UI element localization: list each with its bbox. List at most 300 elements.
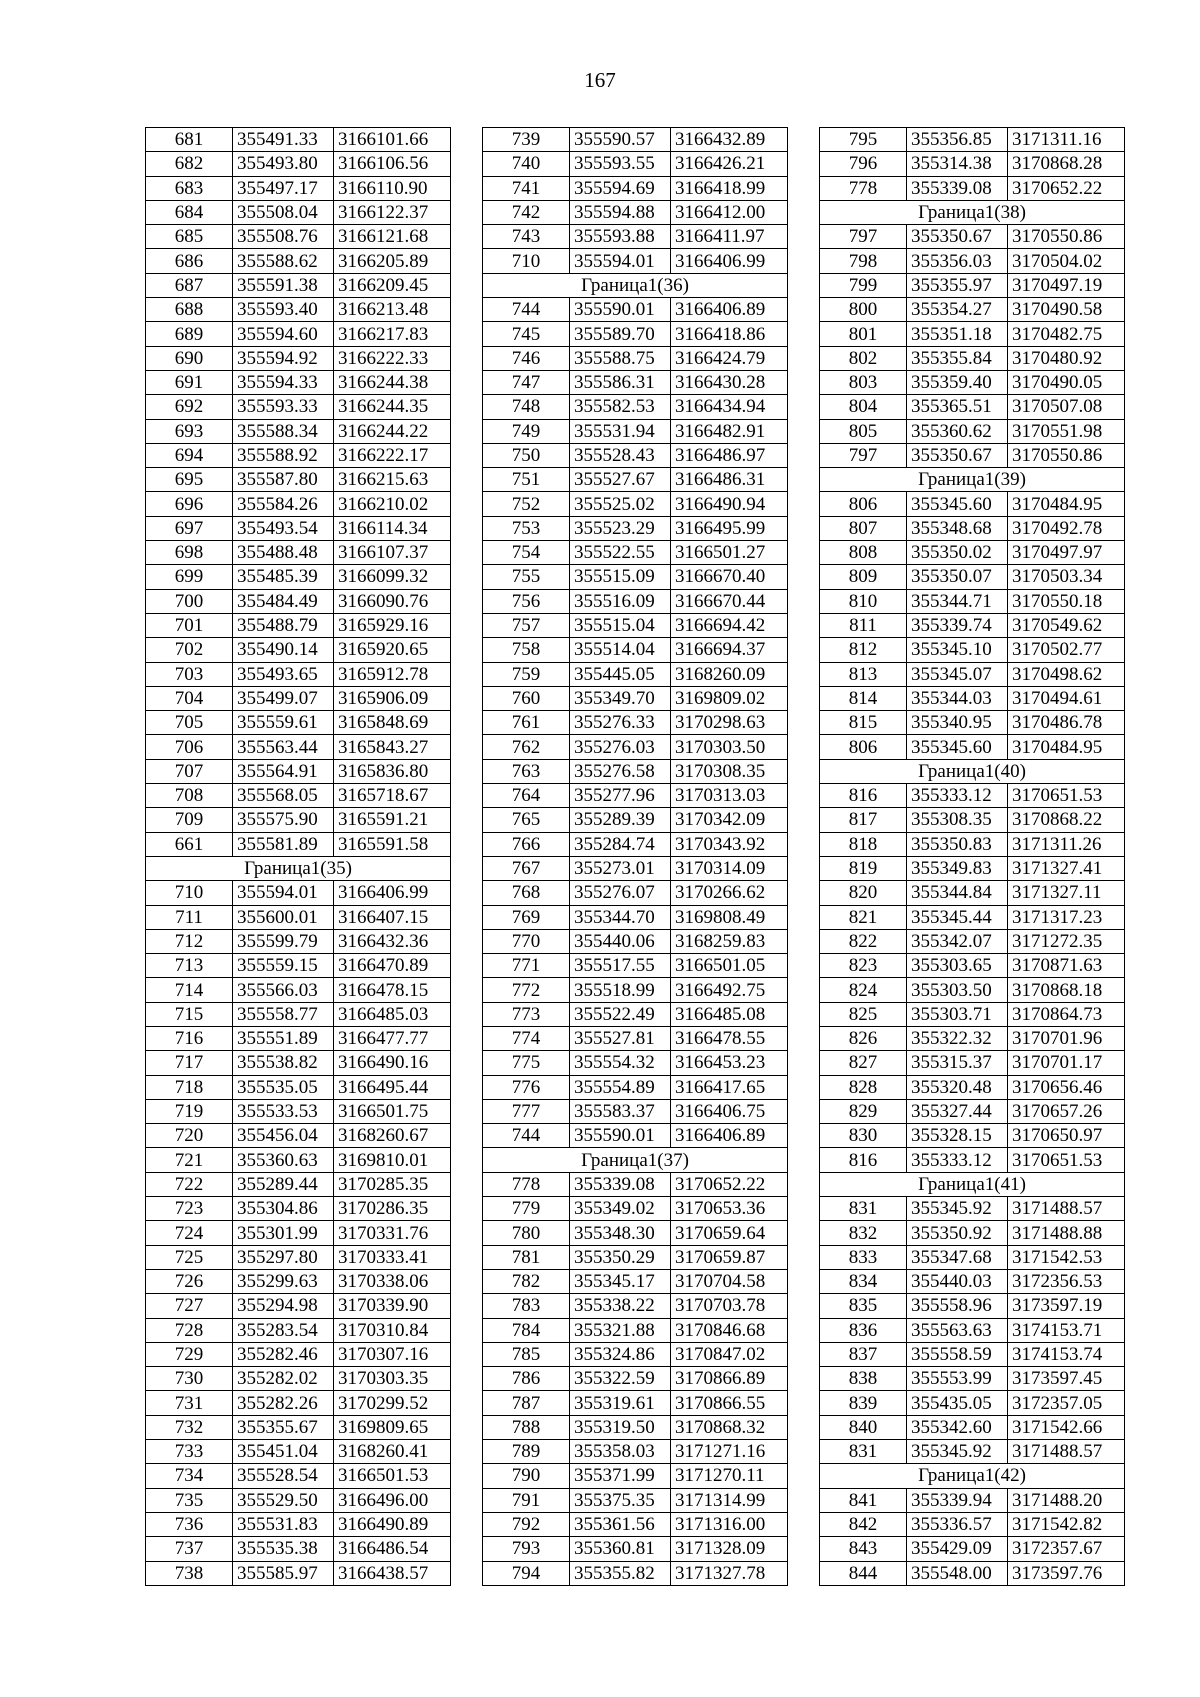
point-number-cell: 773 (483, 1002, 570, 1026)
y-coordinate-cell: 3170313.03 (671, 784, 788, 808)
point-number-cell: 821 (820, 905, 907, 929)
point-number-cell: 835 (820, 1294, 907, 1318)
point-number-cell: 820 (820, 881, 907, 905)
point-number-cell: 762 (483, 735, 570, 759)
y-coordinate-cell: 3170651.53 (1008, 784, 1125, 808)
x-coordinate-cell: 355297.80 (233, 1245, 334, 1269)
y-coordinate-cell: 3170551.98 (1008, 419, 1125, 443)
x-coordinate-cell: 355515.09 (570, 565, 671, 589)
x-coordinate-cell: 355344.03 (907, 686, 1008, 710)
point-number-cell: 684 (146, 200, 233, 224)
y-coordinate-cell: 3166205.89 (334, 249, 451, 273)
x-coordinate-cell: 355518.99 (570, 978, 671, 1002)
point-number-cell: 701 (146, 613, 233, 637)
point-number-cell: 759 (483, 662, 570, 686)
y-coordinate-cell: 3166244.35 (334, 395, 451, 419)
table-row (483, 832, 788, 856)
table-row (146, 1512, 451, 1536)
table-row (146, 662, 451, 686)
x-coordinate-cell: 355276.58 (570, 759, 671, 783)
point-number-cell: 725 (146, 1245, 233, 1269)
y-coordinate-cell: 3171327.78 (671, 1561, 788, 1585)
point-number-cell: 816 (820, 784, 907, 808)
x-coordinate-cell: 355456.04 (233, 1124, 334, 1148)
table-row (146, 1197, 451, 1221)
x-coordinate-cell: 355591.38 (233, 273, 334, 297)
y-coordinate-cell: 3166121.68 (334, 225, 451, 249)
table-row (483, 1342, 788, 1366)
point-number-cell: 713 (146, 954, 233, 978)
y-coordinate-cell: 3166478.55 (671, 1026, 788, 1050)
table-row (146, 1245, 451, 1269)
point-number-cell: 791 (483, 1488, 570, 1512)
x-coordinate-cell: 355333.12 (907, 1148, 1008, 1172)
y-coordinate-cell: 3166495.99 (671, 516, 788, 540)
y-coordinate-cell: 3166406.99 (671, 249, 788, 273)
x-coordinate-cell: 355588.75 (570, 346, 671, 370)
y-coordinate-cell: 3165848.69 (334, 711, 451, 735)
point-number-cell: 688 (146, 298, 233, 322)
y-coordinate-cell: 3169810.01 (334, 1148, 451, 1172)
table-row (820, 978, 1125, 1002)
y-coordinate-cell: 3166432.89 (671, 128, 788, 152)
y-coordinate-cell: 3166478.15 (334, 978, 451, 1002)
y-coordinate-cell: 3170659.87 (671, 1245, 788, 1269)
y-coordinate-cell: 3170331.76 (334, 1221, 451, 1245)
table-row (483, 1561, 788, 1585)
x-coordinate-cell: 355508.04 (233, 200, 334, 224)
table-row (146, 200, 451, 224)
table-row (146, 1269, 451, 1293)
table-row (820, 370, 1125, 394)
table-row (483, 1512, 788, 1536)
table-row (820, 1269, 1125, 1293)
table-row (146, 128, 451, 152)
table-row (483, 662, 788, 686)
x-coordinate-cell: 355575.90 (233, 808, 334, 832)
x-coordinate-cell: 355350.67 (907, 225, 1008, 249)
y-coordinate-cell: 3170484.95 (1008, 735, 1125, 759)
y-coordinate-cell: 3170343.92 (671, 832, 788, 856)
y-coordinate-cell: 3165718.67 (334, 784, 451, 808)
x-coordinate-cell: 355354.27 (907, 298, 1008, 322)
table-row (146, 1537, 451, 1561)
x-coordinate-cell: 355348.68 (907, 516, 1008, 540)
point-number-cell: 806 (820, 735, 907, 759)
y-coordinate-cell: 3166099.32 (334, 565, 451, 589)
point-number-cell: 711 (146, 905, 233, 929)
section-title: Граница1(35) (146, 856, 451, 880)
point-number-cell: 804 (820, 395, 907, 419)
point-number-cell: 802 (820, 346, 907, 370)
y-coordinate-cell: 3170871.63 (1008, 954, 1125, 978)
table-row (146, 249, 451, 273)
x-coordinate-cell: 355336.57 (907, 1512, 1008, 1536)
x-coordinate-cell: 355350.83 (907, 832, 1008, 856)
table-row (483, 1051, 788, 1075)
section-title: Граница1(39) (820, 468, 1125, 492)
table-row (820, 711, 1125, 735)
point-number-cell: 797 (820, 225, 907, 249)
x-coordinate-cell: 355319.61 (570, 1391, 671, 1415)
x-coordinate-cell: 355303.65 (907, 954, 1008, 978)
table-row (483, 1197, 788, 1221)
point-number-cell: 715 (146, 1002, 233, 1026)
point-number-cell: 818 (820, 832, 907, 856)
table-row (146, 735, 451, 759)
point-number-cell: 832 (820, 1221, 907, 1245)
y-coordinate-cell: 3170314.09 (671, 856, 788, 880)
table-row (820, 929, 1125, 953)
x-coordinate-cell: 355490.14 (233, 638, 334, 662)
table-row (483, 419, 788, 443)
x-coordinate-cell: 355350.02 (907, 541, 1008, 565)
y-coordinate-cell: 3166470.89 (334, 954, 451, 978)
y-coordinate-cell: 3165929.16 (334, 613, 451, 637)
point-number-cell: 740 (483, 152, 570, 176)
table-row (820, 1099, 1125, 1123)
table-row (483, 1099, 788, 1123)
y-coordinate-cell: 3166406.99 (334, 881, 451, 905)
point-number-cell: 763 (483, 759, 570, 783)
point-number-cell: 699 (146, 565, 233, 589)
point-number-cell: 834 (820, 1269, 907, 1293)
y-coordinate-cell: 3165843.27 (334, 735, 451, 759)
y-coordinate-cell: 3170846.68 (671, 1318, 788, 1342)
y-coordinate-cell: 3166492.75 (671, 978, 788, 1002)
x-coordinate-cell: 355485.39 (233, 565, 334, 589)
point-number-cell: 758 (483, 638, 570, 662)
x-coordinate-cell: 355551.89 (233, 1026, 334, 1050)
y-coordinate-cell: 3166501.05 (671, 954, 788, 978)
point-number-cell: 686 (146, 249, 233, 273)
point-number-cell: 719 (146, 1099, 233, 1123)
y-coordinate-cell: 3170342.09 (671, 808, 788, 832)
table-row (820, 1318, 1125, 1342)
point-number-cell: 723 (146, 1197, 233, 1221)
section-header-row (820, 759, 1125, 783)
table-row (820, 1367, 1125, 1391)
table-row (146, 273, 451, 297)
y-coordinate-cell: 3170502.77 (1008, 638, 1125, 662)
x-coordinate-cell: 355348.30 (570, 1221, 671, 1245)
x-coordinate-cell: 355559.15 (233, 954, 334, 978)
y-coordinate-cell: 3170298.63 (671, 711, 788, 735)
x-coordinate-cell: 355594.88 (570, 200, 671, 224)
table-row (820, 1391, 1125, 1415)
point-number-cell: 788 (483, 1415, 570, 1439)
y-coordinate-cell: 3166222.17 (334, 443, 451, 467)
point-number-cell: 731 (146, 1391, 233, 1415)
y-coordinate-cell: 3166501.75 (334, 1099, 451, 1123)
point-number-cell: 750 (483, 443, 570, 467)
point-number-cell: 681 (146, 128, 233, 152)
point-number-cell: 838 (820, 1367, 907, 1391)
point-number-cell: 698 (146, 541, 233, 565)
point-number-cell: 735 (146, 1488, 233, 1512)
point-number-cell: 761 (483, 711, 570, 735)
x-coordinate-cell: 355277.96 (570, 784, 671, 808)
table-row (820, 832, 1125, 856)
x-coordinate-cell: 355350.67 (907, 443, 1008, 467)
point-number-cell: 771 (483, 954, 570, 978)
point-number-cell: 712 (146, 929, 233, 953)
table-row (483, 711, 788, 735)
x-coordinate-cell: 355566.03 (233, 978, 334, 1002)
y-coordinate-cell: 3166209.45 (334, 273, 451, 297)
x-coordinate-cell: 355484.49 (233, 589, 334, 613)
point-number-cell: 786 (483, 1367, 570, 1391)
table-row (146, 759, 451, 783)
x-coordinate-cell: 355303.71 (907, 1002, 1008, 1026)
point-number-cell: 690 (146, 346, 233, 370)
point-number-cell: 695 (146, 468, 233, 492)
y-coordinate-cell: 3166215.63 (334, 468, 451, 492)
point-number-cell: 728 (146, 1318, 233, 1342)
x-coordinate-cell: 355488.79 (233, 613, 334, 637)
table-row (146, 1561, 451, 1585)
table-row (146, 589, 451, 613)
table-row (146, 346, 451, 370)
point-number-cell: 799 (820, 273, 907, 297)
table-row (483, 1294, 788, 1318)
point-number-cell: 718 (146, 1075, 233, 1099)
point-number-cell: 828 (820, 1075, 907, 1099)
y-coordinate-cell: 3170704.58 (671, 1269, 788, 1293)
table-row (820, 1440, 1125, 1464)
x-coordinate-cell: 355588.62 (233, 249, 334, 273)
point-number-cell: 796 (820, 152, 907, 176)
x-coordinate-cell: 355599.79 (233, 929, 334, 953)
table-row (483, 468, 788, 492)
table-row (146, 1318, 451, 1342)
x-coordinate-cell: 355304.86 (233, 1197, 334, 1221)
point-number-cell: 739 (483, 128, 570, 152)
point-number-cell: 779 (483, 1197, 570, 1221)
y-coordinate-cell: 3170286.35 (334, 1197, 451, 1221)
y-coordinate-cell: 3170308.35 (671, 759, 788, 783)
point-number-cell: 809 (820, 565, 907, 589)
y-coordinate-cell: 3166106.56 (334, 152, 451, 176)
point-number-cell: 801 (820, 322, 907, 346)
x-coordinate-cell: 355371.99 (570, 1464, 671, 1488)
x-coordinate-cell: 355586.31 (570, 370, 671, 394)
point-number-cell: 710 (483, 249, 570, 273)
x-coordinate-cell: 355493.80 (233, 152, 334, 176)
y-coordinate-cell: 3166694.42 (671, 613, 788, 637)
point-number-cell: 685 (146, 225, 233, 249)
table-row (483, 1002, 788, 1026)
x-coordinate-cell: 355361.56 (570, 1512, 671, 1536)
x-coordinate-cell: 355589.70 (570, 322, 671, 346)
table-row (820, 589, 1125, 613)
y-coordinate-cell: 3172357.67 (1008, 1537, 1125, 1561)
table-row (483, 954, 788, 978)
table-row (483, 395, 788, 419)
table-row (146, 1391, 451, 1415)
point-number-cell: 789 (483, 1440, 570, 1464)
x-coordinate-cell: 355435.05 (907, 1391, 1008, 1415)
x-coordinate-cell: 355585.97 (233, 1561, 334, 1585)
section-header-row (820, 200, 1125, 224)
y-coordinate-cell: 3166244.22 (334, 419, 451, 443)
table-row (820, 1051, 1125, 1075)
section-title: Граница1(36) (483, 273, 788, 297)
x-coordinate-cell: 355282.46 (233, 1342, 334, 1366)
point-number-cell: 825 (820, 1002, 907, 1026)
table-row (146, 881, 451, 905)
y-coordinate-cell: 3166407.15 (334, 905, 451, 929)
x-coordinate-cell: 355350.29 (570, 1245, 671, 1269)
x-coordinate-cell: 355440.06 (570, 929, 671, 953)
point-number-cell: 702 (146, 638, 233, 662)
point-number-cell: 722 (146, 1172, 233, 1196)
table-row (820, 1512, 1125, 1536)
x-coordinate-cell: 355590.01 (570, 1124, 671, 1148)
table-row (483, 516, 788, 540)
table-row (146, 613, 451, 637)
x-coordinate-cell: 355360.81 (570, 1537, 671, 1561)
table-row (483, 735, 788, 759)
y-coordinate-cell: 3170303.35 (334, 1367, 451, 1391)
point-number-cell: 754 (483, 541, 570, 565)
table-row (146, 152, 451, 176)
y-coordinate-cell: 3171327.41 (1008, 856, 1125, 880)
y-coordinate-cell: 3170650.97 (1008, 1124, 1125, 1148)
y-coordinate-cell: 3166496.00 (334, 1488, 451, 1512)
x-coordinate-cell: 355535.05 (233, 1075, 334, 1099)
point-number-cell: 781 (483, 1245, 570, 1269)
table-row (146, 686, 451, 710)
x-coordinate-cell: 355273.01 (570, 856, 671, 880)
table-row (820, 613, 1125, 637)
table-row (146, 1075, 451, 1099)
y-coordinate-cell: 3166501.53 (334, 1464, 451, 1488)
point-number-cell: 830 (820, 1124, 907, 1148)
x-coordinate-cell: 355491.33 (233, 128, 334, 152)
point-number-cell: 805 (820, 419, 907, 443)
y-coordinate-cell: 3165912.78 (334, 662, 451, 686)
x-coordinate-cell: 355345.92 (907, 1197, 1008, 1221)
x-coordinate-cell: 355319.50 (570, 1415, 671, 1439)
x-coordinate-cell: 355594.92 (233, 346, 334, 370)
point-number-cell: 808 (820, 541, 907, 565)
y-coordinate-cell: 3170492.78 (1008, 516, 1125, 540)
table-row (820, 225, 1125, 249)
table-row (146, 298, 451, 322)
table-row (820, 1488, 1125, 1512)
y-coordinate-cell: 3170652.22 (671, 1172, 788, 1196)
x-coordinate-cell: 355429.09 (907, 1537, 1008, 1561)
x-coordinate-cell: 355351.18 (907, 322, 1008, 346)
y-coordinate-cell: 3170701.17 (1008, 1051, 1125, 1075)
point-number-cell: 741 (483, 176, 570, 200)
table-row (483, 1026, 788, 1050)
table-row (483, 200, 788, 224)
y-coordinate-cell: 3166217.83 (334, 322, 451, 346)
table-row (483, 784, 788, 808)
y-coordinate-cell: 3170701.96 (1008, 1026, 1125, 1050)
x-coordinate-cell: 355344.70 (570, 905, 671, 929)
table-row (483, 1221, 788, 1245)
y-coordinate-cell: 3171270.11 (671, 1464, 788, 1488)
x-coordinate-cell: 355375.35 (570, 1488, 671, 1512)
y-coordinate-cell: 3170339.90 (334, 1294, 451, 1318)
point-number-cell: 683 (146, 176, 233, 200)
point-number-cell: 755 (483, 565, 570, 589)
x-coordinate-cell: 355350.07 (907, 565, 1008, 589)
y-coordinate-cell: 3168259.83 (671, 929, 788, 953)
y-coordinate-cell: 3166213.48 (334, 298, 451, 322)
table-row (820, 443, 1125, 467)
y-coordinate-cell: 3166110.90 (334, 176, 451, 200)
table-row (483, 1391, 788, 1415)
table-row (820, 273, 1125, 297)
y-coordinate-cell: 3170653.36 (671, 1197, 788, 1221)
x-coordinate-cell: 355320.48 (907, 1075, 1008, 1099)
y-coordinate-cell: 3166424.79 (671, 346, 788, 370)
point-number-cell: 733 (146, 1440, 233, 1464)
point-number-cell: 724 (146, 1221, 233, 1245)
y-coordinate-cell: 3166490.94 (671, 492, 788, 516)
table-row (483, 128, 788, 152)
point-number-cell: 785 (483, 1342, 570, 1366)
x-coordinate-cell: 355564.91 (233, 759, 334, 783)
y-coordinate-cell: 3166417.65 (671, 1075, 788, 1099)
y-coordinate-cell: 3170307.16 (334, 1342, 451, 1366)
y-coordinate-cell: 3173597.19 (1008, 1294, 1125, 1318)
table-row (820, 856, 1125, 880)
y-coordinate-cell: 3170338.06 (334, 1269, 451, 1293)
y-coordinate-cell: 3168260.67 (334, 1124, 451, 1148)
x-coordinate-cell: 355294.98 (233, 1294, 334, 1318)
x-coordinate-cell: 355538.82 (233, 1051, 334, 1075)
point-number-cell: 814 (820, 686, 907, 710)
x-coordinate-cell: 355535.38 (233, 1537, 334, 1561)
y-coordinate-cell: 3170333.41 (334, 1245, 451, 1269)
table-row (483, 1464, 788, 1488)
y-coordinate-cell: 3174153.74 (1008, 1342, 1125, 1366)
table-row (820, 1561, 1125, 1585)
x-coordinate-cell: 355529.50 (233, 1488, 334, 1512)
point-number-cell: 753 (483, 516, 570, 540)
table-row (820, 1415, 1125, 1439)
x-coordinate-cell: 355276.07 (570, 881, 671, 905)
x-coordinate-cell: 355345.44 (907, 905, 1008, 929)
table-row (483, 1318, 788, 1342)
y-coordinate-cell: 3170498.62 (1008, 662, 1125, 686)
point-number-cell: 782 (483, 1269, 570, 1293)
y-coordinate-cell: 3166210.02 (334, 492, 451, 516)
table-row (820, 419, 1125, 443)
point-number-cell: 794 (483, 1561, 570, 1585)
y-coordinate-cell: 3166418.99 (671, 176, 788, 200)
table-row (146, 638, 451, 662)
y-coordinate-cell: 3170504.02 (1008, 249, 1125, 273)
point-number-cell: 708 (146, 784, 233, 808)
point-number-cell: 707 (146, 759, 233, 783)
point-number-cell: 697 (146, 516, 233, 540)
point-number-cell: 827 (820, 1051, 907, 1075)
table-row (146, 1464, 451, 1488)
x-coordinate-cell: 355581.89 (233, 832, 334, 856)
point-number-cell: 768 (483, 881, 570, 905)
point-number-cell: 720 (146, 1124, 233, 1148)
x-coordinate-cell: 355358.03 (570, 1440, 671, 1464)
y-coordinate-cell: 3166411.97 (671, 225, 788, 249)
y-coordinate-cell: 3170266.62 (671, 881, 788, 905)
y-coordinate-cell: 3174153.71 (1008, 1318, 1125, 1342)
